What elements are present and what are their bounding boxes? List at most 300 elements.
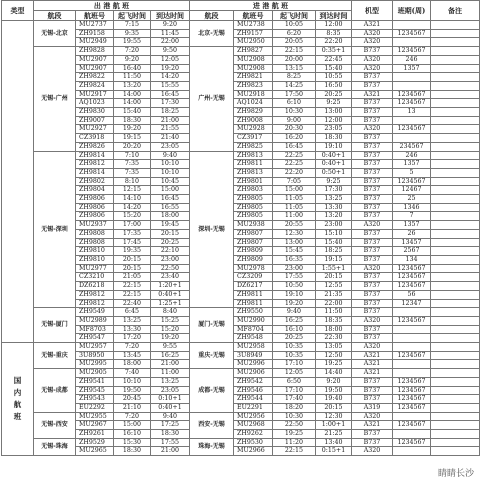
out-dep-time: 8:10 <box>114 177 151 186</box>
in-dep-time: 22:25 <box>273 151 316 160</box>
aircraft-cell: A320 <box>352 55 393 64</box>
in-arr-time: 19:10 <box>316 142 352 151</box>
in-arr-time: 1:55+1 <box>316 264 352 273</box>
in-dep-time: 15:00 <box>273 186 316 195</box>
schedule-cell: 5 <box>393 168 431 177</box>
remark-cell <box>431 55 480 64</box>
remark-cell <box>431 247 480 256</box>
aircraft-cell: A320 <box>352 316 393 325</box>
out-flight-no: AQ1023 <box>76 99 114 108</box>
table-row <box>2 47 480 56</box>
out-arr-time: 23:05 <box>151 142 190 151</box>
out-arr-time: 10:10 <box>151 160 190 169</box>
aircraft-cell: B737 <box>352 255 393 264</box>
in-flight-no: CZ3917 <box>234 134 273 143</box>
out-flight-no: MF8703 <box>76 325 114 334</box>
aircraft-cell: B737 <box>352 430 393 439</box>
remark-cell <box>431 99 480 108</box>
aircraft-cell: B737 <box>352 168 393 177</box>
header-in-dep-time: 起飞时间 <box>273 11 316 21</box>
schedule-cell <box>393 81 431 90</box>
schedule-cell: 25 <box>393 195 431 204</box>
out-dep-time: 17:00 <box>114 221 151 230</box>
in-dep-time: 10:50 <box>273 282 316 291</box>
remark-cell <box>431 412 480 421</box>
in-dep-time: 9:00 <box>273 116 316 125</box>
in-dep-time: 10:05 <box>273 21 316 30</box>
out-flight-no: ZH9007 <box>76 116 114 125</box>
schedule-cell <box>393 134 431 143</box>
schedule-cell: 1234567 <box>393 29 431 38</box>
out-arr-time: 20:15 <box>151 229 190 238</box>
schedule-cell: 1234567 <box>393 403 431 412</box>
in-flight-no: ZH9821 <box>234 73 273 82</box>
out-arr-time: 23:05 <box>151 386 190 395</box>
schedule-cell: 1234567 <box>393 99 431 108</box>
aircraft-cell: B737 <box>352 203 393 212</box>
out-arr-time: 16:45 <box>151 90 190 99</box>
in-dep-time: 12:05 <box>273 369 316 378</box>
out-dep-time: 15:40 <box>114 108 151 117</box>
table-row <box>2 308 480 317</box>
out-segment-cell: 无锡-北京 <box>34 21 76 47</box>
aircraft-cell: A320 <box>352 343 393 352</box>
in-flight-no: EU2291 <box>234 403 273 412</box>
out-flight-no: CZ3210 <box>76 273 114 282</box>
in-flight-no: ZH9823 <box>234 81 273 90</box>
out-arr-time: 1:20+1 <box>151 282 190 291</box>
out-flight-no: MU2737 <box>76 21 114 30</box>
out-arr-time: 18:30 <box>151 430 190 439</box>
remark-cell <box>431 369 480 378</box>
in-flight-no: ZH9811 <box>234 160 273 169</box>
aircraft-cell: B737 <box>352 438 393 447</box>
schedule-cell: 1234567 <box>393 90 431 99</box>
remark-cell <box>431 316 480 325</box>
out-flight-no: ZH9826 <box>76 142 114 151</box>
schedule-cell: 7 <box>393 212 431 221</box>
in-dep-time: 12:30 <box>273 229 316 238</box>
out-dep-time: 12:15 <box>114 186 151 195</box>
header-out-flight-no: 航班号 <box>76 11 114 21</box>
in-arr-time: 1:00+1 <box>316 421 352 430</box>
in-arr-time: 21:35 <box>316 290 352 299</box>
out-segment-cell: 无锡-重庆 <box>34 343 76 369</box>
aircraft-cell: B737 <box>352 238 393 247</box>
in-dep-time: 16:10 <box>273 325 316 334</box>
out-segment-cell: 无锡-西安 <box>34 412 76 438</box>
out-dep-time: 22:15 <box>114 282 151 291</box>
out-dep-time: 21:10 <box>114 403 151 412</box>
out-dep-time: 16:10 <box>114 430 151 439</box>
in-arr-time: 8:35 <box>316 29 352 38</box>
aircraft-cell: A320 <box>352 125 393 134</box>
out-dep-time: 20:20 <box>114 142 151 151</box>
remark-cell <box>431 38 480 47</box>
in-dep-time: 11:05 <box>273 195 316 204</box>
in-segment-cell: 西安-无锡 <box>190 412 234 438</box>
out-dep-time: 7:20 <box>114 47 151 56</box>
in-dep-time: 20:05 <box>273 38 316 47</box>
in-dep-time: 10:30 <box>273 412 316 421</box>
in-dep-time: 20:30 <box>273 125 316 134</box>
out-flight-no: MU2917 <box>76 90 114 99</box>
out-flight-no: ZH9804 <box>76 186 114 195</box>
out-flight-no: MU2907 <box>76 64 114 73</box>
remark-cell <box>431 134 480 143</box>
out-arr-time: 22:10 <box>151 247 190 256</box>
out-dep-time: 19:35 <box>114 247 151 256</box>
out-arr-time: 11:45 <box>151 29 190 38</box>
out-segment-cell: 无锡-珠海 <box>34 438 76 455</box>
out-dep-time: 15:30 <box>114 438 151 447</box>
in-flight-no: ZH9803 <box>234 186 273 195</box>
table-row <box>2 343 480 352</box>
out-flight-no: ZH9543 <box>76 395 114 404</box>
table-row <box>2 151 480 160</box>
out-dep-time: 17:45 <box>114 238 151 247</box>
in-dep-time: 17:40 <box>273 395 316 404</box>
remark-cell <box>431 229 480 238</box>
remark-cell <box>431 238 480 247</box>
remark-cell <box>431 343 480 352</box>
out-flight-no: ZH9824 <box>76 81 114 90</box>
in-arr-time: 9:25 <box>316 177 352 186</box>
out-dep-time: 6:45 <box>114 308 151 317</box>
out-arr-time: 9:20 <box>151 21 190 30</box>
in-flight-no: ZH9544 <box>234 395 273 404</box>
in-arr-time: 18:30 <box>316 134 352 143</box>
out-arr-time: 18:25 <box>151 108 190 117</box>
out-segment-cell: 无锡-厦门 <box>34 308 76 343</box>
in-flight-no: ZH9809 <box>234 255 273 264</box>
out-arr-time: 9:40 <box>151 412 190 421</box>
out-flight-no: ZH9812 <box>76 290 114 299</box>
out-flight-no: ZH9814 <box>76 168 114 177</box>
in-flight-no: ZH9809 <box>234 247 273 256</box>
remark-cell <box>431 116 480 125</box>
in-dep-time: 20:55 <box>273 221 316 230</box>
schedule-cell <box>393 369 431 378</box>
in-dep-time: 23:00 <box>273 264 316 273</box>
in-flight-no: ZH9805 <box>234 212 273 221</box>
in-flight-no: ZH9813 <box>234 168 273 177</box>
table-row <box>2 412 480 421</box>
aircraft-cell: B737 <box>352 99 393 108</box>
schedule-cell <box>393 334 431 343</box>
out-arr-time: 21:55 <box>151 125 190 134</box>
out-flight-no: MU2955 <box>76 412 114 421</box>
in-flight-no: ZH9801 <box>234 177 273 186</box>
in-flight-no: MU2996 <box>234 360 273 369</box>
aircraft-cell: A320 <box>352 221 393 230</box>
out-dep-time: 15:20 <box>114 212 151 221</box>
remark-cell <box>431 325 480 334</box>
in-arr-time: 23:00 <box>316 221 352 230</box>
out-flight-no: MU2957 <box>76 343 114 352</box>
schedule-cell: 1234567 <box>393 395 431 404</box>
out-dep-time: 20:15 <box>114 264 151 273</box>
out-arr-time: 9:40 <box>151 151 190 160</box>
in-arr-time: 20:15 <box>316 273 352 282</box>
in-arr-time: 0:50+1 <box>316 168 352 177</box>
out-flight-no: 3U8950 <box>76 351 114 360</box>
in-arr-time: 11:50 <box>316 308 352 317</box>
out-flight-no: ZH9814 <box>76 151 114 160</box>
remark-cell <box>431 64 480 73</box>
out-arr-time: 19:20 <box>151 64 190 73</box>
out-dep-time: 7:35 <box>114 168 151 177</box>
out-arr-time: 21:40 <box>151 134 190 143</box>
schedule-cell: 234567 <box>393 142 431 151</box>
header-out-segment: 航段 <box>34 11 76 21</box>
aircraft-cell: A321 <box>352 369 393 378</box>
in-arr-time: 10:55 <box>316 73 352 82</box>
out-arr-time: 19:20 <box>151 334 190 343</box>
out-flight-no: ZH9529 <box>76 438 114 447</box>
in-arr-time: 12:00 <box>316 116 352 125</box>
in-flight-no: ZH9542 <box>234 377 273 386</box>
in-dep-time: 22:15 <box>273 47 316 56</box>
aircraft-cell: A320 <box>352 447 393 456</box>
schedule-cell: 1234567 <box>393 264 431 273</box>
out-arr-time: 0:40+1 <box>151 290 190 299</box>
header-in-arr-time: 到达时间 <box>316 11 352 21</box>
in-dep-time: 19:10 <box>273 290 316 299</box>
out-segment-cell: 无锡-广州 <box>34 47 76 151</box>
in-flight-no: MU2958 <box>234 343 273 352</box>
out-arr-time: 16:45 <box>151 195 190 204</box>
schedule-cell <box>393 412 431 421</box>
out-arr-time: 10:45 <box>151 177 190 186</box>
in-flight-no: ZH9550 <box>234 308 273 317</box>
header-in-flight-no: 航班号 <box>234 11 273 21</box>
header-out-dep-time: 起飞时间 <box>114 11 151 21</box>
aircraft-cell: A320 <box>352 64 393 73</box>
aircraft-cell: A321 <box>352 421 393 430</box>
in-arr-time: 22:20 <box>316 38 352 47</box>
in-arr-time: 0:40+1 <box>316 160 352 169</box>
remark-cell <box>431 195 480 204</box>
in-flight-no: MU2938 <box>234 221 273 230</box>
remark-cell <box>431 447 480 456</box>
out-dep-time: 14:00 <box>114 99 151 108</box>
out-arr-time: 23:00 <box>151 255 190 264</box>
schedule-cell: 2567 <box>393 247 431 256</box>
out-arr-time: 18:00 <box>151 212 190 221</box>
in-arr-time: 15:40 <box>316 238 352 247</box>
in-flight-no: MF8704 <box>234 325 273 334</box>
in-segment-cell: 深圳-无锡 <box>190 151 234 308</box>
out-arr-time: 8:40 <box>151 308 190 317</box>
remark-cell <box>431 360 480 369</box>
header-remark: 备注 <box>431 1 480 21</box>
in-arr-time: 9:25 <box>316 99 352 108</box>
out-arr-time: 21:00 <box>151 116 190 125</box>
in-arr-time: 9:20 <box>316 377 352 386</box>
schedule-cell <box>393 325 431 334</box>
remark-cell <box>431 290 480 299</box>
out-flight-no: ZH9541 <box>76 377 114 386</box>
in-flight-no: MU2738 <box>234 21 273 30</box>
schedule-cell <box>393 308 431 317</box>
aircraft-cell: B737 <box>352 134 393 143</box>
out-flight-no: ZH9806 <box>76 195 114 204</box>
aircraft-cell: B737 <box>352 81 393 90</box>
in-arr-time: 19:15 <box>316 255 352 264</box>
schedule-cell: 1234567 <box>393 273 431 282</box>
out-flight-no: ZH9810 <box>76 255 114 264</box>
in-flight-no: MU2956 <box>234 412 273 421</box>
flight-schedule-table <box>1 0 480 456</box>
out-arr-time: 16:55 <box>151 203 190 212</box>
header-outbound: 出 港 航 班 <box>34 1 190 11</box>
out-flight-no: MU2949 <box>76 38 114 47</box>
schedule-cell: 1357 <box>393 160 431 169</box>
in-arr-time: 16:50 <box>316 81 352 90</box>
out-flight-no: ZH9547 <box>76 334 114 343</box>
out-dep-time: 13:30 <box>114 325 151 334</box>
schedule-cell: 1234567 <box>393 386 431 395</box>
schedule-cell: 1357 <box>393 64 431 73</box>
in-dep-time: 10:35 <box>273 351 316 360</box>
remark-cell <box>431 221 480 230</box>
aircraft-cell: A321 <box>352 21 393 30</box>
in-flight-no: ZH9813 <box>234 151 273 160</box>
out-flight-no: ZH9549 <box>76 308 114 317</box>
remark-cell <box>431 81 480 90</box>
out-flight-no: ZH9806 <box>76 203 114 212</box>
in-arr-time: 13:05 <box>316 343 352 352</box>
out-dep-time: 13:20 <box>114 81 151 90</box>
out-dep-time: 22:40 <box>114 299 151 308</box>
schedule-cell: 12467 <box>393 186 431 195</box>
in-arr-time: 12:30 <box>316 412 352 421</box>
aircraft-cell: B737 <box>352 195 393 204</box>
out-arr-time: 17:30 <box>151 99 190 108</box>
out-flight-no: MU2937 <box>76 221 114 230</box>
out-flight-no: MU2977 <box>76 264 114 273</box>
in-dep-time: 17:50 <box>273 90 316 99</box>
out-arr-time: 15:20 <box>151 325 190 334</box>
remark-cell <box>431 177 480 186</box>
in-dep-time: 16:45 <box>273 142 316 151</box>
out-flight-no: EU2292 <box>76 403 114 412</box>
header-type: 类型 <box>2 1 34 21</box>
out-arr-time: 16:25 <box>151 351 190 360</box>
schedule-cell <box>393 116 431 125</box>
schedule-cell <box>393 38 431 47</box>
remark-cell <box>431 403 480 412</box>
schedule-cell <box>393 21 431 30</box>
aircraft-cell: B737 <box>352 142 393 151</box>
out-flight-no: ZH9822 <box>76 73 114 82</box>
in-arr-time: 19:25 <box>316 360 352 369</box>
out-arr-time: 11:00 <box>151 369 190 378</box>
in-flight-no: ZH9825 <box>234 142 273 151</box>
schedule-cell <box>393 447 431 456</box>
out-dep-time: 14:20 <box>114 203 151 212</box>
out-arr-time: 1:25+1 <box>151 299 190 308</box>
in-flight-no: MU2978 <box>234 264 273 273</box>
remark-cell <box>431 438 480 447</box>
flight-rows <box>2 21 480 456</box>
out-dep-time: 19:15 <box>114 134 151 143</box>
remark-cell <box>431 282 480 291</box>
in-dep-time: 6:10 <box>273 99 316 108</box>
remark-cell <box>431 255 480 264</box>
in-flight-no: MU2918 <box>234 90 273 99</box>
out-arr-time: 23:40 <box>151 273 190 282</box>
aircraft-cell: B737 <box>352 186 393 195</box>
in-segment-cell: 广州-无锡 <box>190 47 234 151</box>
remark-cell <box>431 108 480 117</box>
aircraft-cell: A320 <box>352 264 393 273</box>
in-flight-no: ZH9546 <box>234 386 273 395</box>
remark-cell <box>431 90 480 99</box>
in-arr-time: 13:00 <box>316 108 352 117</box>
in-flight-no: ZH9008 <box>234 116 273 125</box>
in-flight-no: MU2908 <box>234 55 273 64</box>
in-dep-time: 19:25 <box>273 430 316 439</box>
remark-cell <box>431 29 480 38</box>
in-dep-time: 14:25 <box>273 81 316 90</box>
out-dep-time: 19:50 <box>114 386 151 395</box>
schedule-cell: 1357 <box>393 221 431 230</box>
aircraft-cell: B737 <box>352 151 393 160</box>
in-arr-time: 22:45 <box>316 55 352 64</box>
aircraft-cell: A320 <box>352 412 393 421</box>
out-dep-time: 7:10 <box>114 151 151 160</box>
in-dep-time: 22:20 <box>273 168 316 177</box>
schedule-cell: 26 <box>393 229 431 238</box>
out-flight-no: ZH9808 <box>76 238 114 247</box>
in-arr-time: 20:25 <box>316 90 352 99</box>
schedule-cell: 246 <box>393 151 431 160</box>
aircraft-cell: B737 <box>352 282 393 291</box>
remark-cell <box>431 151 480 160</box>
in-arr-time: 13:20 <box>316 212 352 221</box>
in-flight-no: ZH9530 <box>234 438 273 447</box>
in-dep-time: 20:25 <box>273 334 316 343</box>
remark-cell <box>431 308 480 317</box>
remark-cell <box>431 47 480 56</box>
out-dep-time: 7:15 <box>114 21 151 30</box>
aircraft-cell: B737 <box>352 177 393 186</box>
in-arr-time: 21:25 <box>316 430 352 439</box>
category-cell: 国 内 航 班 <box>2 343 34 456</box>
out-dep-time: 19:20 <box>114 125 151 134</box>
out-flight-no: ZH9830 <box>76 108 114 117</box>
remark-cell <box>431 386 480 395</box>
in-arr-time: 22:00 <box>316 299 352 308</box>
remark-cell <box>431 203 480 212</box>
schedule-cell: 134 <box>393 255 431 264</box>
in-dep-time: 10:30 <box>273 108 316 117</box>
in-flight-no: MU2928 <box>234 125 273 134</box>
in-arr-time: 12:50 <box>316 351 352 360</box>
aircraft-cell: A321 <box>352 90 393 99</box>
in-flight-no: AQ1024 <box>234 99 273 108</box>
in-arr-time: 15:10 <box>316 229 352 238</box>
aircraft-cell: B737 <box>352 395 393 404</box>
in-arr-time: 13:40 <box>316 438 352 447</box>
out-arr-time: 17:55 <box>151 438 190 447</box>
aircraft-cell: A321 <box>352 351 393 360</box>
remark-cell <box>431 421 480 430</box>
out-dep-time: 14:00 <box>114 90 151 99</box>
out-dep-time: 10:10 <box>114 377 151 386</box>
